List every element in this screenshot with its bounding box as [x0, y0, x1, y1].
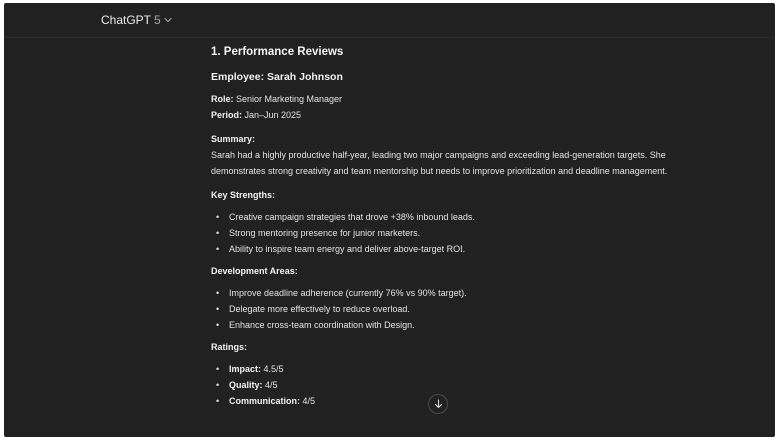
development-list — [211, 285, 671, 333]
scroll-to-bottom-button[interactable] — [428, 394, 448, 414]
list-item — [211, 317, 671, 333]
rating-value: 4.5/5 — [261, 364, 284, 374]
bullet: • — [216, 288, 220, 298]
development-text: Improve deadline adherence (currently 76% vs 90% target). — [229, 288, 467, 298]
list-item — [211, 225, 671, 241]
period-value: Jan–Jun 2025 — [242, 110, 302, 120]
assistant-message — [211, 43, 671, 409]
development-text: Enhance cross-team coordination with Design. — [229, 320, 415, 330]
role-label: Role: — [211, 94, 234, 104]
top-bar — [4, 3, 775, 38]
strengths-list — [211, 209, 671, 257]
bullet: • — [216, 364, 220, 374]
strengths-title: Key Strengths: — [211, 190, 276, 200]
list-item — [211, 209, 671, 225]
summary-text: Sarah had a highly productive half-year, leading two major campaigns and exceeding lead-generation targets. She demonstrates strong creativity and team mentorship but needs to improve prioritization and deadline management. — [211, 150, 668, 176]
rating-label: Communication: — [229, 396, 300, 406]
ratings-title: Ratings: — [211, 342, 247, 352]
role-value: Senior Marketing Manager — [233, 94, 343, 104]
development-text: Delegate more effectively to reduce overload. — [229, 304, 410, 314]
chevron-down-icon — [164, 17, 172, 23]
model-selector[interactable] — [101, 13, 172, 27]
bullet: • — [216, 304, 220, 314]
bullet: • — [216, 228, 220, 238]
development-title: Development Areas: — [211, 266, 298, 276]
section-heading: 1. Performance Reviews — [211, 46, 344, 58]
arrow-down-icon — [434, 399, 443, 409]
employee-heading: Employee: Sarah Johnson — [211, 71, 343, 83]
strength-text: Ability to inspire team energy and deliver above-target ROI. — [229, 244, 466, 254]
role-line — [211, 91, 671, 107]
strength-text: Strong mentoring presence for junior marketers. — [229, 228, 421, 238]
summary-title: Summary: — [211, 134, 256, 144]
bullet: • — [216, 380, 220, 390]
rating-value: 4/5 — [262, 380, 278, 390]
list-item — [211, 301, 671, 317]
rating-value: 4/5 — [300, 396, 316, 406]
bullet: • — [216, 212, 220, 222]
chat-window — [4, 3, 775, 437]
bullet: • — [216, 396, 220, 406]
rating-label: Impact: — [229, 364, 262, 374]
list-item — [211, 285, 671, 301]
period-label: Period: — [211, 110, 243, 120]
period-line — [211, 107, 671, 123]
list-item — [211, 241, 671, 257]
rating-label: Quality: — [229, 380, 263, 390]
model-name: ChatGPT — [101, 13, 152, 27]
list-item — [211, 377, 671, 393]
strength-text: Creative campaign strategies that drove +38% inbound leads. — [229, 212, 475, 222]
list-item — [211, 361, 671, 377]
model-version: 5 — [154, 13, 161, 27]
bullet: • — [216, 320, 220, 330]
bullet: • — [216, 244, 220, 254]
